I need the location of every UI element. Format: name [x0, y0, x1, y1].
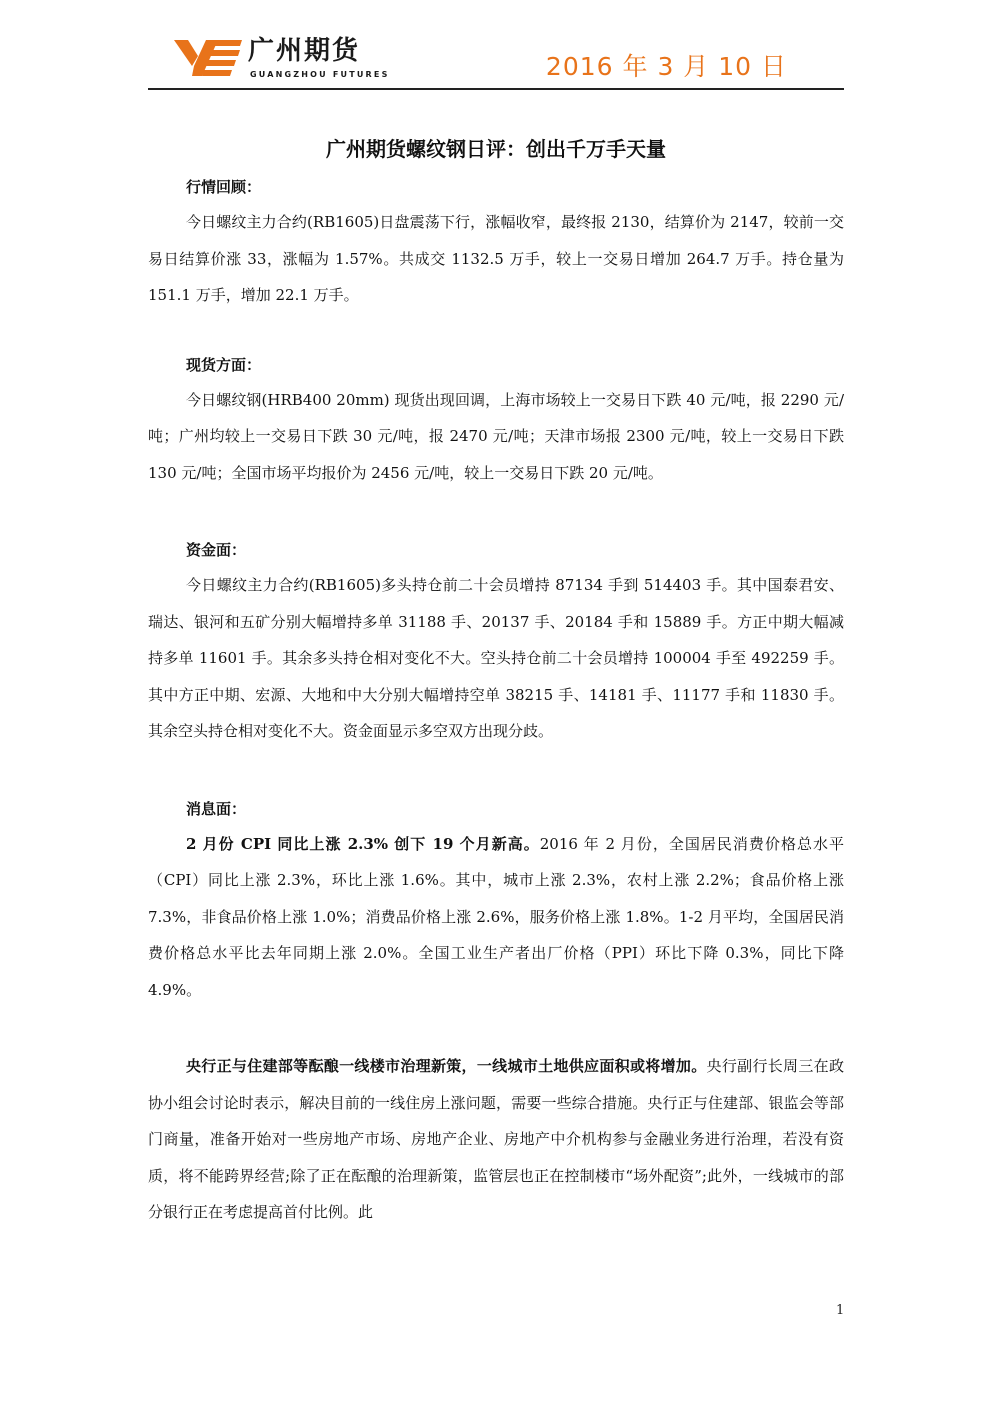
page-header [0, 0, 992, 92]
news-item-property [148, 1048, 844, 1231]
section-heading-spot: 现货方面： [186, 355, 262, 374]
news-body-property: 央行副行长周三在政协小组会讨论时表示，解决目前的一线住房上涨问题，需要一些综合措施。央行正与住建部、银监会等部门商量，准备开始对一些房地产市场、房地产企业、房地产中介机构参与金融业务进行治理，若没有资质，将不能跨界经营;除了正在酝酿的治理新策，监管层也正在控制楼市“场外配资”;此外，一线城市的部分银行正在考虑提高首付比例。此 [148, 1057, 844, 1221]
news-body-cpi: 2016 年 2 月份，全国居民消费价格总水平（CPI）同比上涨 2.3%，环比上涨 1.6%。其中，城市上涨 2.3%，农村上涨 2.2%；食品价格上涨 7.3%，非食品价格上涨 1.0%；消费品价格上涨 2.6%，服务价格上涨 1.8%。1-2 月平均，全国居民消费价格总水平比去年同期上涨 2.0%。全国工业生产者出厂价格（PPI）环比下降 0.3%，同比下降 4.9%。 [148, 834, 844, 999]
news-lead-property: 央行正与住建部等酝酿一线楼市治理新策，一线城市土地供应面积或将增加。 [186, 1057, 707, 1075]
news-item-cpi [148, 826, 844, 1009]
guangzhou-futures-logo-icon [172, 36, 242, 80]
page-number: 1 [836, 1303, 845, 1318]
section-heading-market-review: 行情回顾： [186, 178, 262, 196]
section-heading-capital: 资金面： [186, 541, 247, 559]
logo-chinese-name: 广州期货 [248, 36, 361, 66]
logo-english-name: GUANGZHOU FUTURES [250, 70, 390, 79]
report-date: 2016 年 3 月 10 日 [545, 52, 787, 81]
document-body [148, 130, 844, 1231]
header-divider [148, 88, 844, 90]
paragraph-capital: 今日螺纹主力合约(RB1605)多头持仓前二十会员增持 87134 手到 514403 手。其中国泰君安、瑞达、银河和五矿分别大幅增持多单 31188 手、20137 手、20184 手和 15889 手。方正中期大幅减持多单 11601 手。其余多头持仓相对变化不大。空头持仓前二十会员增持 100004 手至 492259 手。其中方正中期、宏源、大地和中大分别大幅增持空单 38215 手、14181 手、11177 手和 11830 手。其余空头持仓相对变化不大。资金面显示多空双方出现分歧。 [148, 576, 844, 740]
document-title: 广州期货螺纹钢日评：创出千万手天量 [326, 137, 666, 161]
paragraph-spot: 今日螺纹钢(HRB400 20mm) 现货出现回调，上海市场较上一交易日下跌 40 元/吨，报 2290 元/吨；广州均较上一交易日下跌 30 元/吨，报 2470 元/吨；天津市场报 2300 元/吨，较上一交易日下跌 130 元/吨；全国市场平均报价为 2456 元/吨，较上一交易日下跌 20 元/吨。 [148, 390, 844, 482]
news-lead-cpi: 2 月份 CPI 同比上涨 2.3% 创下 19 个月新高。 [186, 834, 540, 853]
paragraph-market-review: 今日螺纹主力合约(RB1605)日盘震荡下行，涨幅收窄，最终报 2130，结算价为 2147，较前一交易日结算价涨 33，涨幅为 1.57%。共成交 1132.5 万手，较上一交易日增加 264.7 万手。持仓量为 151.1 万手，增加 22.1 万手。 [148, 213, 844, 304]
section-heading-news: 消息面： [186, 799, 247, 818]
